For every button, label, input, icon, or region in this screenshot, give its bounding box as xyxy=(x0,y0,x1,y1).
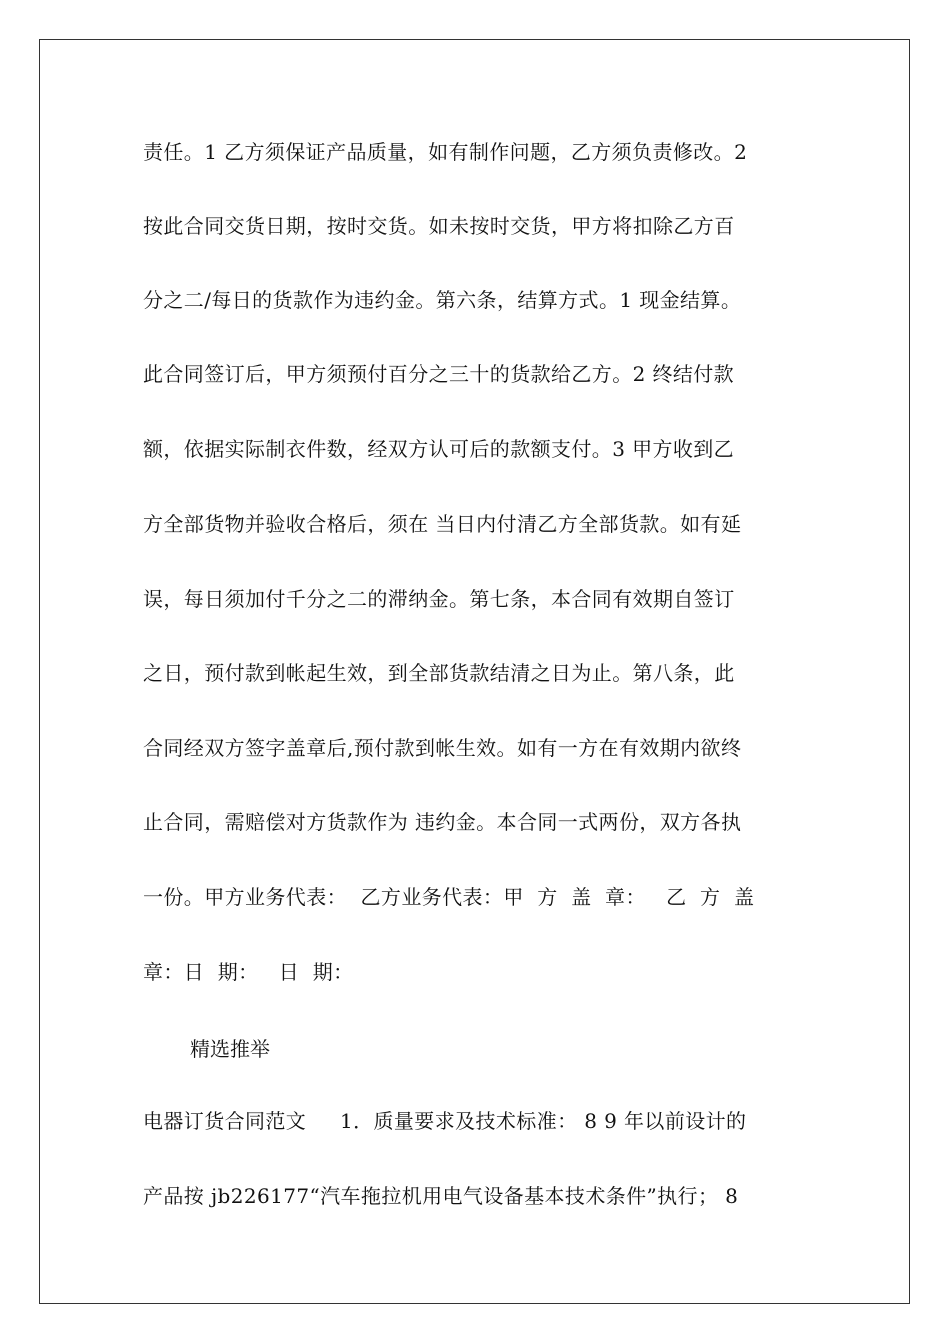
text-line: 章：日 期： 日 期： xyxy=(143,960,354,984)
text-line: 分之二/每日的货款作为违约金。第六条，结算方式。1 现金结算。 xyxy=(143,288,742,312)
text-line: 方全部货物并验收合格后，须在 当日内付清乙方全部货款。如有延 xyxy=(143,512,742,536)
text-line: 额，依据实际制衣件数，经双方认可后的款额支付。3 甲方收到乙 xyxy=(143,437,735,461)
text-line: 电器订货合同范文 1．质量要求及技术标准： 8 9 年以前设计的 xyxy=(143,1109,747,1133)
text-line: 按此合同交货日期，按时交货。如未按时交货，甲方将扣除乙方百 xyxy=(143,214,735,238)
text-line: 一份。甲方业务代表： 乙方业务代表：甲 方 盖 章： 乙 方 盖 xyxy=(143,885,755,909)
text-line: 此合同签订后，甲方须预付百分之三十的货款给乙方。2 终结付款 xyxy=(143,362,735,386)
section-heading: 精选推举 xyxy=(190,1037,270,1061)
text-line: 合同经双方签字盖章后,预付款到帐生效。如有一方在有效期内欲终 xyxy=(143,736,742,760)
text-line: 误，每日须加付千分之二的滞纳金。第七条，本合同有效期自签订 xyxy=(143,587,735,611)
text-line: 责任。1 乙方须保证产品质量，如有制作问题，乙方须负责修改。2 xyxy=(143,140,748,164)
text-line: 之日，预付款到帐起生效，到全部货款结清之日为止。第八条，此 xyxy=(143,661,735,685)
text-line: 产品按 jb226177“汽车拖拉机用电气设备基本技术条件”执行； 8 xyxy=(143,1184,739,1208)
text-line: 止合同，需赔偿对方货款作为 违约金。本合同一式两份，双方各执 xyxy=(143,810,742,834)
